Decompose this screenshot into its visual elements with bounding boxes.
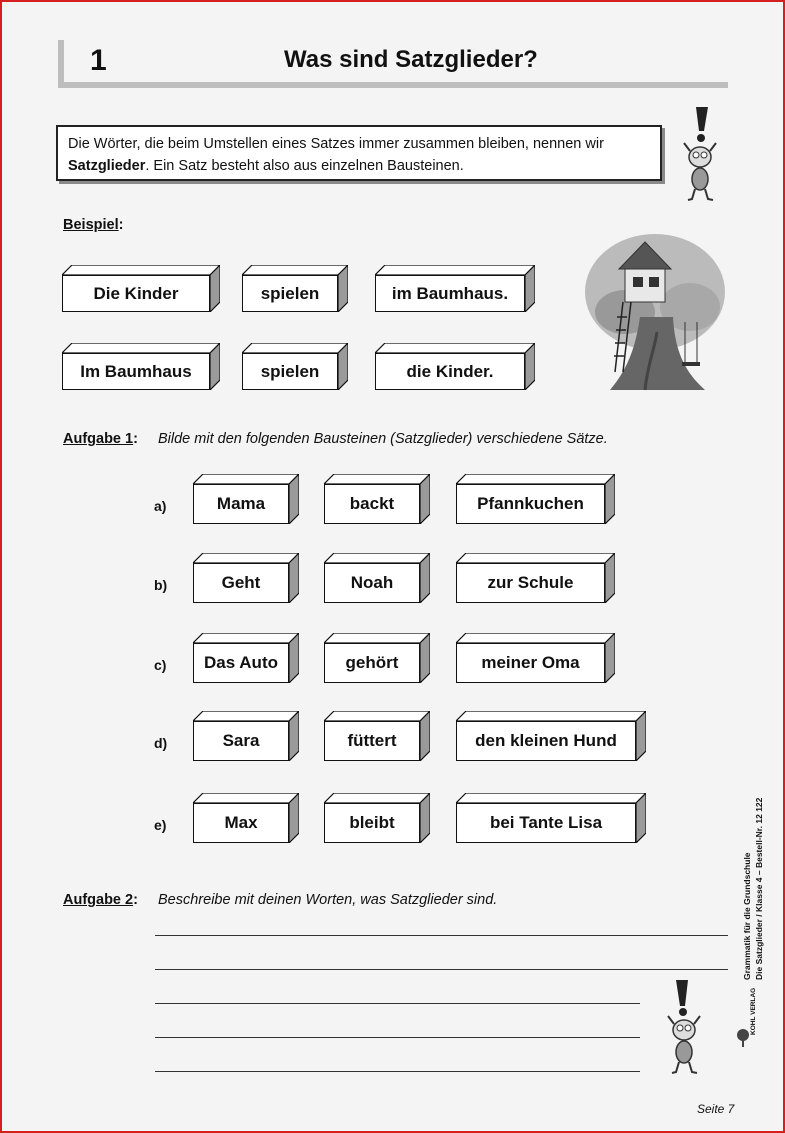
word-block-label: füttert — [324, 721, 420, 761]
word-block — [242, 265, 348, 312]
word-block — [193, 633, 299, 683]
word-block-label: Die Kinder — [62, 275, 210, 312]
publisher-logo: KOHL VERLAG — [732, 985, 766, 1049]
task-row-letter: b) — [154, 577, 168, 593]
word-block-label: bei Tante Lisa — [456, 803, 636, 843]
word-block — [324, 633, 430, 683]
task2-instruction: Beschreibe mit deinen Worten, was Satzglieder sind. — [158, 892, 498, 908]
mascot-exclamation-icon — [664, 978, 708, 1076]
sidebar-publication-info — [736, 760, 776, 1000]
answer-line[interactable] — [155, 969, 728, 970]
word-block-label: meiner Oma — [456, 643, 605, 683]
word-block-label: gehört — [324, 643, 420, 683]
treehouse-image — [585, 222, 730, 394]
answer-line[interactable] — [155, 935, 728, 936]
answer-line[interactable] — [155, 1003, 640, 1004]
sidebar-order-info: Die Satzglieder / Klasse 4 – Bestell-Nr. 12 122 — [754, 797, 764, 980]
word-block-label: Pfannkuchen — [456, 484, 605, 524]
word-block — [62, 343, 220, 390]
word-block-label: Geht — [193, 563, 289, 603]
word-block — [324, 553, 430, 603]
answer-line[interactable] — [155, 1071, 640, 1072]
word-block — [324, 711, 430, 761]
word-block — [456, 711, 646, 761]
chapter-number: 1 — [90, 44, 107, 77]
word-block — [456, 553, 615, 603]
word-block-label: die Kinder. — [375, 353, 525, 390]
definition-text-1: Die Wörter, die beim Umstellen eines Satzes immer zusammen bleiben, nennen wir — [68, 136, 604, 152]
word-block-label: den kleinen Hund — [456, 721, 636, 761]
word-block — [324, 474, 430, 524]
definition-bold-word: Satzglieder — [68, 158, 146, 174]
task1-label: Aufgabe 1: — [63, 431, 138, 447]
word-block-label: Das Auto — [193, 643, 289, 683]
word-block-label: Noah — [324, 563, 420, 603]
page-number: Seite 7 — [697, 1102, 735, 1116]
word-block — [242, 343, 348, 390]
task-row-letter: a) — [154, 498, 167, 514]
word-block — [193, 793, 299, 843]
page-header — [58, 40, 728, 88]
word-block-label: zur Schule — [456, 563, 605, 603]
definition-text-2: . Ein Satz besteht also aus einzelnen Bausteinen. — [145, 158, 464, 174]
word-block-label: bleibt — [324, 803, 420, 843]
word-block-label: spielen — [242, 275, 338, 312]
word-block — [193, 553, 299, 603]
definition-box — [56, 125, 662, 181]
word-block — [193, 474, 299, 524]
word-block — [456, 474, 615, 524]
task-row-letter: c) — [154, 657, 167, 673]
sidebar-series: Grammatik für die Grundschule — [742, 852, 752, 980]
mascot-exclamation-icon — [678, 105, 722, 203]
word-block-label: Im Baumhaus — [62, 353, 210, 390]
word-block — [375, 343, 535, 390]
word-block — [193, 711, 299, 761]
word-block-label: Mama — [193, 484, 289, 524]
word-block — [324, 793, 430, 843]
task-row-letter: e) — [154, 817, 167, 833]
word-block — [375, 265, 535, 312]
word-block-label: spielen — [242, 353, 338, 390]
word-block-label: Sara — [193, 721, 289, 761]
answer-line[interactable] — [155, 1037, 640, 1038]
word-block — [456, 793, 646, 843]
page-title: Was sind Satzglieder? — [284, 46, 538, 73]
word-block-label: Max — [193, 803, 289, 843]
task2-label: Aufgabe 2: — [63, 892, 138, 908]
task1-instruction: Bilde mit den folgenden Bausteinen (Satzglieder) verschiedene Sätze. — [158, 431, 608, 447]
example-label: Beispiel: — [63, 217, 124, 233]
word-block — [62, 265, 220, 312]
word-block-label: backt — [324, 484, 420, 524]
word-block — [456, 633, 615, 683]
task-row-letter: d) — [154, 735, 168, 751]
word-block-label: im Baumhaus. — [375, 275, 525, 312]
